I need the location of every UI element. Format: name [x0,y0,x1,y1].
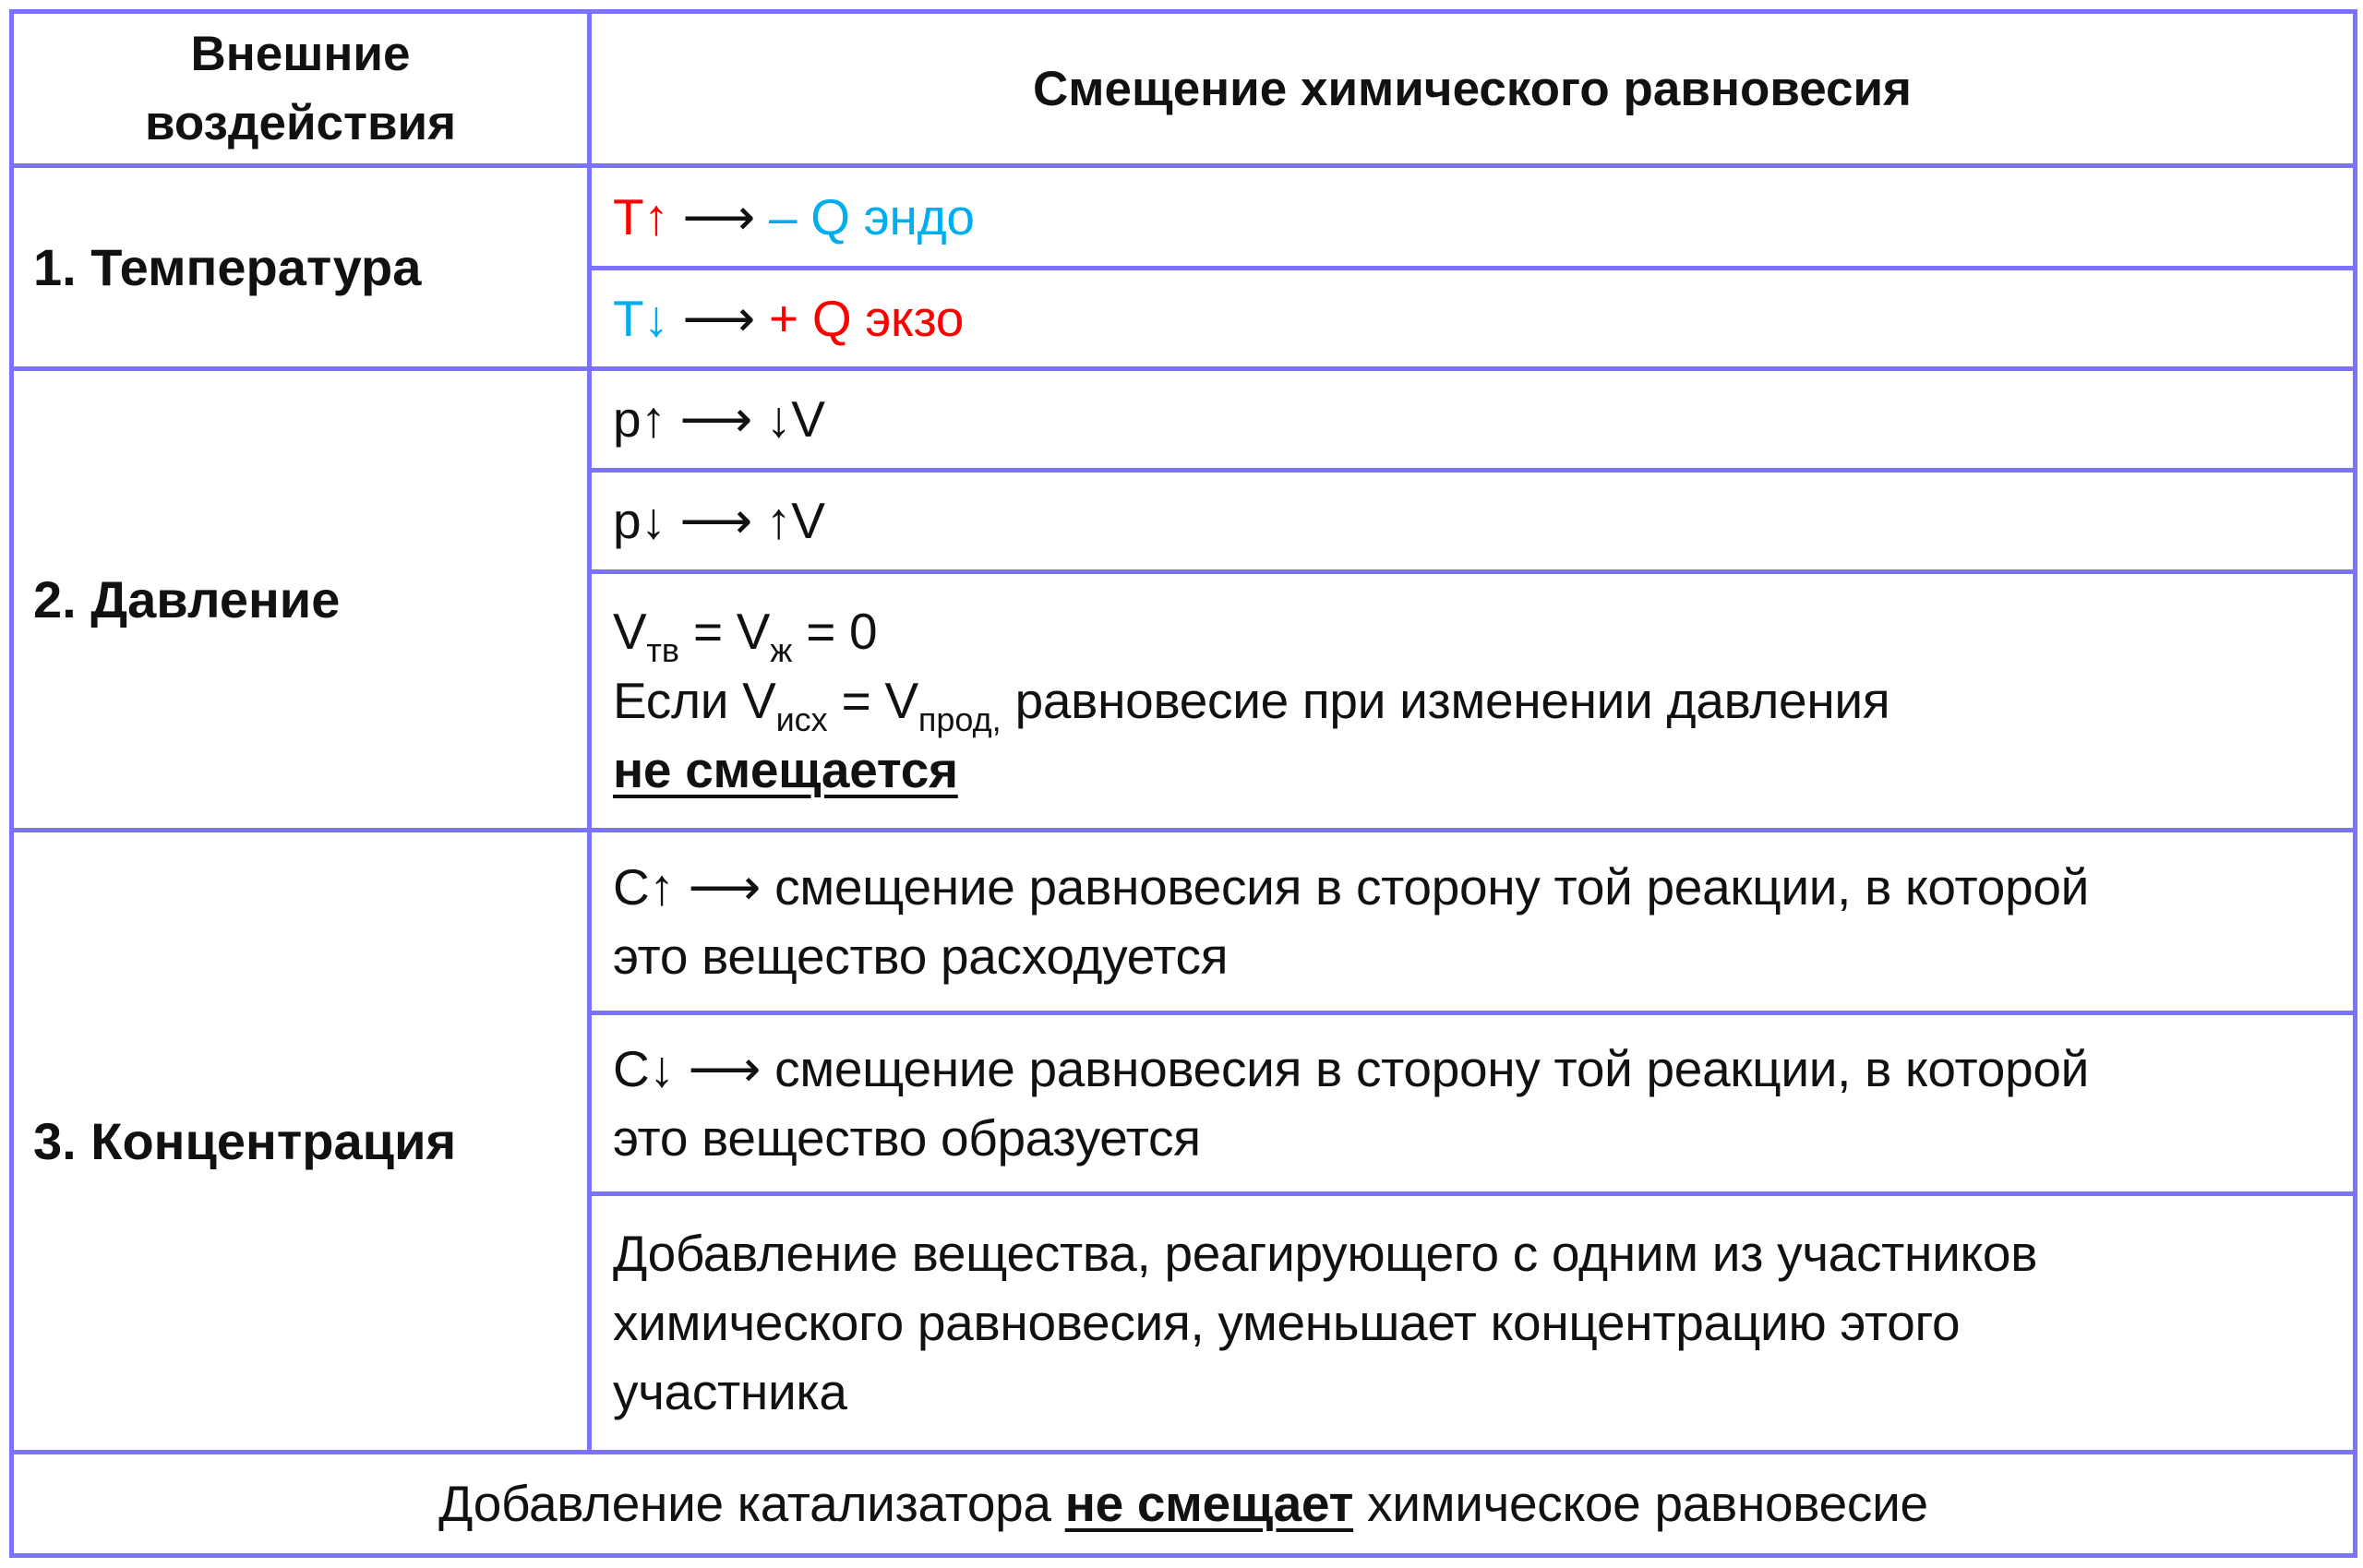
condition-suffix: равновесие при изменении давления [1001,672,1890,729]
concentration-row-increase [592,832,2353,1011]
pressure-note-conclusion [613,736,2353,805]
temperature-up-symbol: T↑ [613,187,669,245]
border-right [2353,9,2357,1558]
catalyst-suffix: химическое равновесие [1353,1475,1928,1532]
condition-prefix: Если V [613,672,776,729]
pressure-increase-rule: p↑ ⟶ ↓V [613,390,825,448]
label-pressure: 2. Давление [33,569,341,628]
concentration-decrease-line1: C↓ ⟶ смещение равновесия в сторону той реакции, в которой [613,1039,2090,1097]
concentration-decrease-line2: это вещество образуется [613,1108,1201,1167]
heat-released-symbol: + Q [769,289,852,347]
label-temperature-cell [14,168,587,366]
footer-catalyst-cell [14,1454,2353,1553]
temperature-increase-rule [613,183,2353,252]
equals-volume: = V [679,603,771,660]
right-arrow-icon: ⟶ [682,289,756,347]
concentration-row-reactant [592,1196,2353,1450]
catalyst-prefix: Добавление катализатора [438,1475,1065,1532]
header-equilibrium-shift: Смещение химического равновесия [1033,61,1912,116]
pressure-note-condition [613,666,2353,736]
concentration-reactant-line1: Добавление вещества, реагирующего с одним из участников [613,1225,2038,1282]
header-cell-influences [14,14,587,163]
equals-zero: = 0 [792,603,878,660]
right-arrow-icon: ⟶ [682,187,756,245]
concentration-increase-line2: это вещество расходуется [613,927,1229,985]
pressure-row-increase [592,371,2353,468]
catalyst-not-shift-emphasis: не смещает [1064,1475,1354,1532]
label-concentration: 3. Концентрация [33,1111,457,1170]
pressure-note-volumes [613,597,2353,669]
volume-symbol: V [613,603,647,660]
products-subscript: прод, [918,700,1002,738]
border-bottom [9,1553,2357,1558]
temperature-down-symbol: T↓ [613,289,669,347]
concentration-increase-line1: C↑ ⟶ смещение равновесия в сторону той реакции, в которой [613,857,2090,916]
concentration-reactant-line2: химического равновесия, уменьшает концентрацию этого [613,1294,1961,1351]
heat-absorbed-symbol: – Q [769,187,850,245]
solid-subscript: тв [646,631,680,669]
label-pressure-cell [14,371,587,828]
concentration-reactant-line3: участника [613,1363,847,1420]
label-concentration-cell [14,832,587,1450]
concentration-row-decrease [592,1015,2353,1191]
footer-catalyst-note [438,1469,1928,1538]
pressure-row-note [592,574,2353,828]
reactants-subscript: исх [775,700,828,738]
pressure-decrease-rule: p↓ ⟶ ↑V [613,492,825,549]
temperature-row-decrease [592,270,2353,366]
label-temperature: 1. Температура [33,237,422,296]
not-shifted-emphasis: не смещается [613,741,958,798]
endothermic-label: эндо [863,187,975,245]
temperature-row-increase [592,168,2353,266]
pressure-row-decrease [592,473,2353,569]
condition-equals: = V [827,672,918,729]
liquid-subscript: ж [770,631,793,669]
temperature-decrease-rule [613,284,2353,353]
header-influences-line1: Внешние [190,27,411,81]
header-influences-line2: воздействия [144,96,457,150]
header-cell-equilibrium-shift [592,14,2353,163]
exothermic-label: экзо [865,289,965,347]
